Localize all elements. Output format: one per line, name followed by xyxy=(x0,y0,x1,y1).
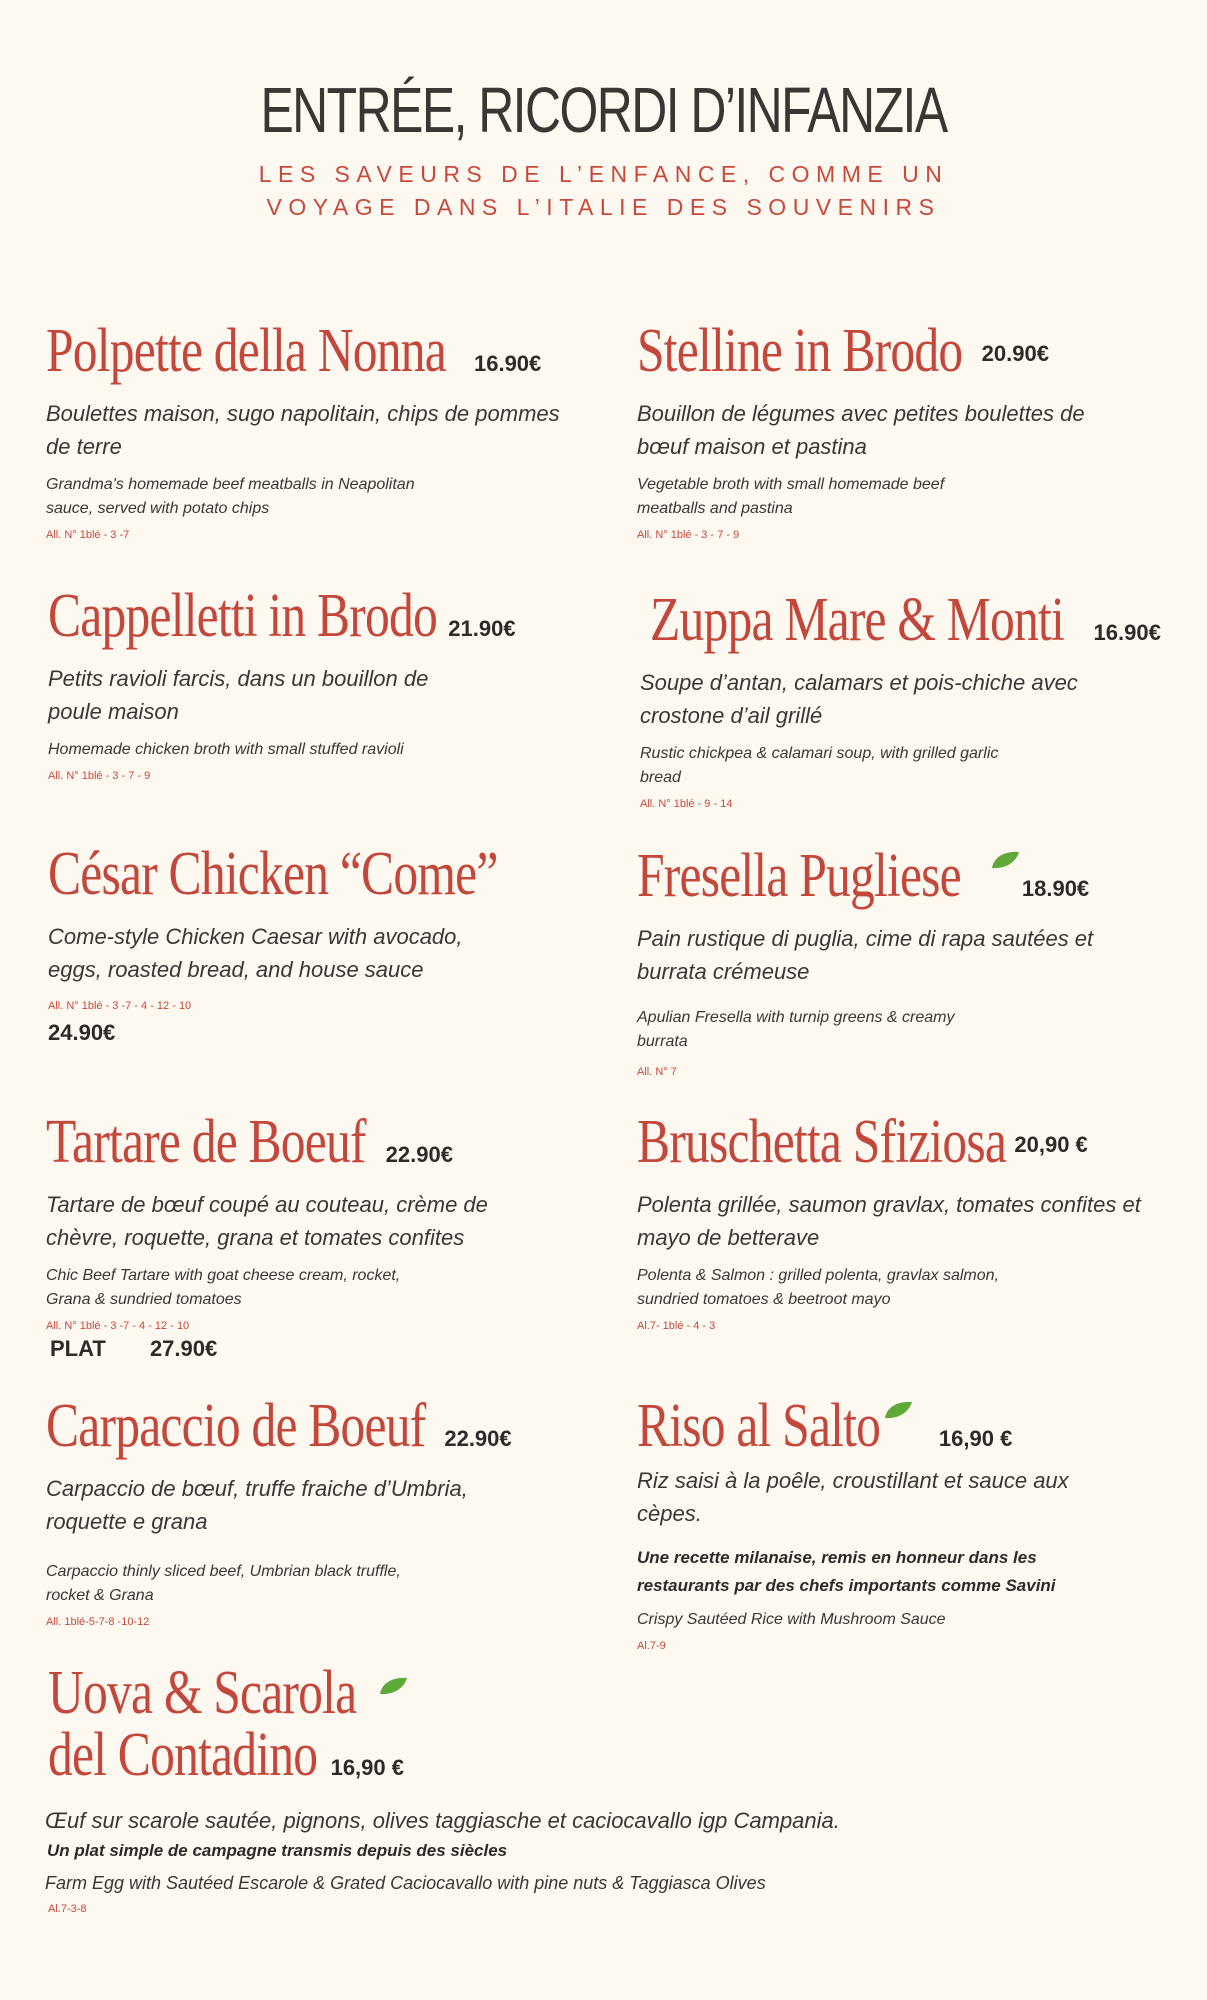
allergens: All. N° 1blé - 3 -7 - 4 - 12 - 10 xyxy=(48,1000,192,1012)
dish-description-fr: Petits ravioli farcis, dans un bouillon de poule maison xyxy=(48,666,429,724)
allergens: All. N° 1blé - 9 - 14 xyxy=(640,798,733,810)
menu-item-stelline xyxy=(637,315,1177,541)
dish-description-fr: Come-style Chicken Caesar with avocado, eggs, roasted bread, and house sauce xyxy=(48,924,463,982)
menu-item-polpette xyxy=(46,315,586,541)
dish-description-en: Polenta & Salmon : grilled polenta, gravlax salmon, sundried tomatoes & beetroot mayo xyxy=(637,1267,999,1308)
allergens: All. N° 7 xyxy=(637,1066,677,1078)
dish-price: 20,90 € xyxy=(1014,1132,1088,1157)
dish-name-line-1: Uova & Scarola xyxy=(48,1659,357,1727)
dish-description-en: Vegetable broth with small homemade beef meatballs and pastina xyxy=(637,476,945,517)
plat-price: 27.90€ xyxy=(149,1336,218,1361)
dish-description-en: Apulian Fresella with turnip greens & creamy burrata xyxy=(637,1009,955,1050)
dish-name: Carpaccio de Boeuf xyxy=(46,1392,426,1460)
dish-description-fr: Soupe d’antan, calamars et pois-chiche avec crostone d’ail grillé xyxy=(640,670,1078,728)
vegetarian-leaf-icon xyxy=(378,1676,408,1696)
dish-note: Une recette milanaise, remis en honneur dans les restaurants par des chefs importants comme Savini xyxy=(637,1548,1056,1595)
subtitle-line-1: LES SAVEURS DE L’ENFANCE, COMME UN xyxy=(258,161,949,187)
dish-price: 22.90€ xyxy=(444,1426,512,1451)
dish-name: Cappelletti in Brodo xyxy=(48,582,438,650)
dish-description-fr: Œuf sur scarole sautée, pignons, olives taggiasche et caciocavallo igp Campania. xyxy=(45,1808,840,1833)
dish-price: 16,90 € xyxy=(938,1426,1013,1451)
plat-label: PLAT xyxy=(50,1336,106,1361)
dish-description-fr: Polenta grillée, saumon gravlax, tomates confites et mayo de betterave xyxy=(637,1192,1141,1250)
dish-description-fr: Boulettes maison, sugo napolitain, chips de pommes de terre xyxy=(46,401,560,459)
dish-price: 16,90 € xyxy=(330,1755,404,1780)
dish-name: Bruschetta Sfiziosa xyxy=(637,1108,1007,1176)
allergens: All. N° 1blé - 3 - 7 - 9 xyxy=(48,770,151,782)
dish-price: 20.90€ xyxy=(981,341,1049,366)
allergens: All. N° 1blé - 3 -7 xyxy=(46,529,130,541)
menu-item-fresella xyxy=(637,840,1177,1078)
dish-description-fr: Tartare de bœuf coupé au couteau, crème de chèvre, roquette, grana et tomates confites xyxy=(46,1192,488,1250)
dish-description-en: Carpaccio thinly sliced beef, Umbrian black truffle, rocket & Grana xyxy=(46,1563,401,1604)
menu-item-zuppa xyxy=(640,584,1190,810)
allergens: All. N° 1blé - 3 -7 - 4 - 12 - 10 xyxy=(46,1320,190,1332)
menu-item-cesar xyxy=(48,838,588,1046)
allergens: All. N° 1blé - 3 - 7 - 9 xyxy=(637,529,740,541)
subtitle-line-2: VOYAGE DANS L’ITALIE DES SOUVENIRS xyxy=(266,194,941,220)
page-title: ENTRÉE, RICORDI D’INFANZIA xyxy=(260,74,947,146)
dish-name: Zuppa Mare & Monti xyxy=(650,586,1065,654)
dish-description-fr: Carpaccio de bœuf, truffe fraiche d’Umbria, roquette e grana xyxy=(46,1476,468,1534)
menu-item-carpaccio xyxy=(46,1390,586,1628)
dish-price: 16.90€ xyxy=(473,351,542,376)
menu-item-bruschetta xyxy=(637,1106,1197,1332)
dish-price: 18.90€ xyxy=(1021,876,1090,901)
vegetarian-leaf-icon xyxy=(883,1400,913,1420)
menu-item-tartare xyxy=(46,1106,586,1362)
vegetarian-leaf-icon xyxy=(990,850,1020,870)
dish-price: 24.90€ xyxy=(48,1020,116,1045)
dish-name-line-2: del Contadino xyxy=(48,1721,318,1789)
dish-name: Polpette della Nonna xyxy=(46,317,446,385)
dish-name: César Chicken “Come” xyxy=(48,840,498,908)
dish-description-en: Grandma's homemade beef meatballs in Neapolitan sauce, served with potato chips xyxy=(46,476,415,517)
menu-item-uova xyxy=(45,1659,1148,1915)
dish-description-fr: Bouillon de légumes avec petites boulettes de bœuf maison et pastina xyxy=(637,401,1085,459)
menu-header xyxy=(0,70,1207,224)
allergens: Al.7- 1blé - 4 - 3 xyxy=(637,1320,716,1332)
dish-name: Fresella Pugliese xyxy=(637,842,961,910)
dish-description-en: Rustic chickpea & calamari soup, with grilled garlic bread xyxy=(640,745,999,786)
menu-item-riso xyxy=(637,1390,1177,1652)
allergens: Al.7-9 xyxy=(637,1640,666,1652)
dish-price: 21.90€ xyxy=(448,616,516,641)
menu-item-cappelletti xyxy=(48,580,588,782)
dish-price: 16.90€ xyxy=(1093,620,1161,645)
dish-name: Stelline in Brodo xyxy=(637,317,963,385)
dish-description-en: Homemade chicken broth with small stuffed ravioli xyxy=(48,741,404,758)
dish-description-en: Crispy Sautéed Rice with Mushroom Sauce xyxy=(637,1611,946,1628)
dish-description-en: Chic Beef Tartare with goat cheese cream, rocket, Grana & sundried tomatoes xyxy=(46,1267,401,1308)
dish-name: Riso al Salto xyxy=(637,1392,881,1460)
dish-description-fr: Pain rustique di puglia, cime di rapa sautées et burrata crémeuse xyxy=(637,926,1094,984)
allergens: Al.7-3-8 xyxy=(48,1903,87,1915)
dish-description-fr: Riz saisi à la poêle, croustillant et sauce aux cèpes. xyxy=(637,1468,1069,1526)
dish-description-en: Farm Egg with Sautéed Escarole & Grated Caciocavallo with pine nuts & Taggiasca Olives xyxy=(45,1873,766,1893)
dish-price: 22.90€ xyxy=(385,1142,453,1167)
dish-name: Tartare de Boeuf xyxy=(46,1108,366,1176)
allergens: All. 1blé-5-7-8 -10-12 xyxy=(46,1616,150,1628)
dish-note: Un plat simple de campagne transmis depuis des siècles xyxy=(47,1841,508,1860)
